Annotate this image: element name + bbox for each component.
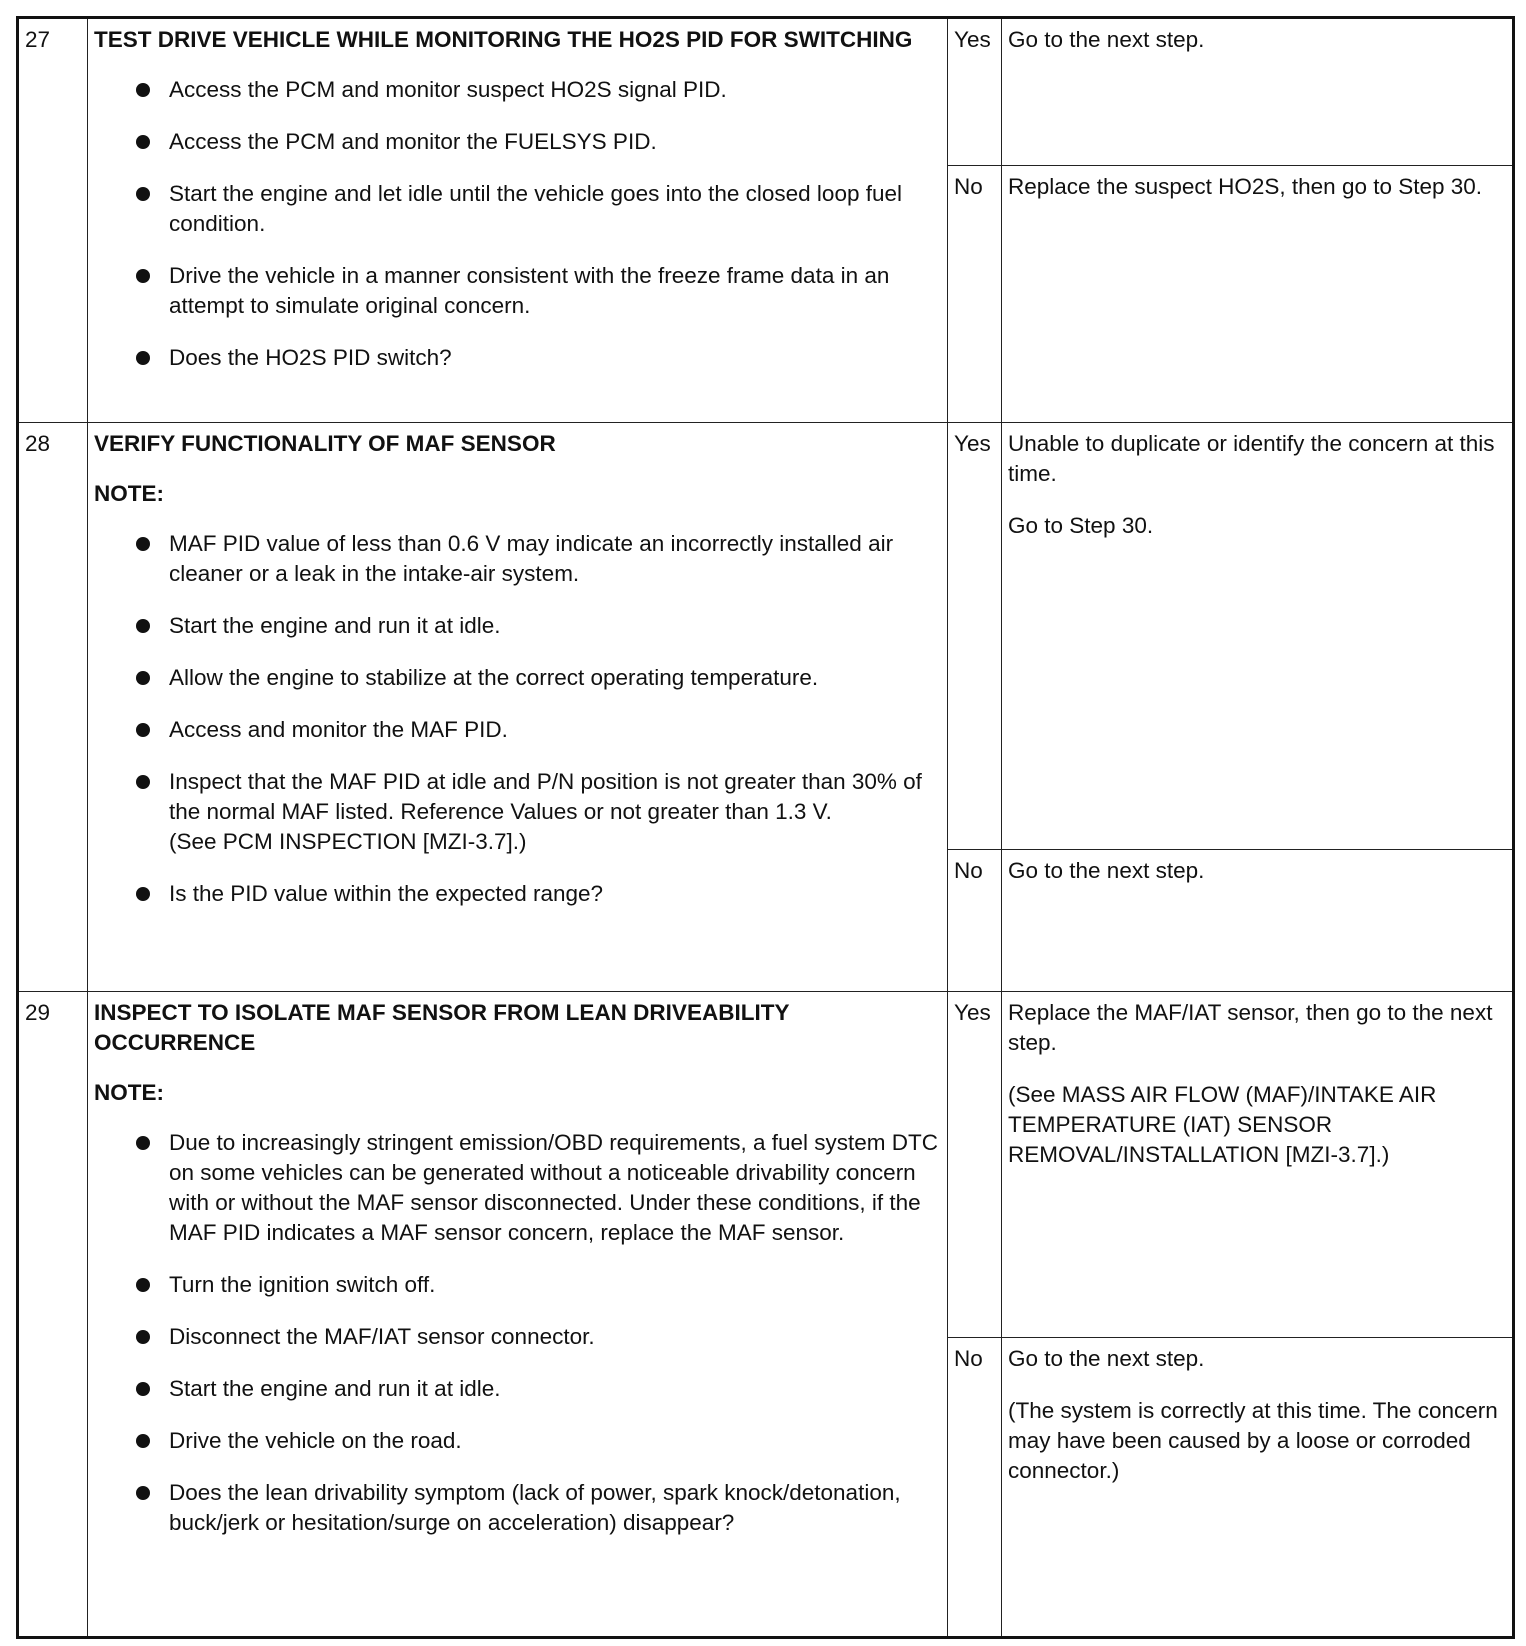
bullet-text: Allow the engine to stabilize at the correct operating temperature.: [169, 665, 819, 690]
list-item: [94, 1270, 941, 1300]
no-action-text-2: (The system is correctly at this time. The concern may have been caused by a loose or corroded connector.): [1008, 1398, 1498, 1483]
bullet-text: Due to increasingly stringent emission/OBD requirements, a fuel system DTC on some vehicles can be generated without a noticeable drivability concern with or without the MAF sensor disconnected. Under these conditions, if the MAF PID indicates a MAF sensor concern, replace the MAF sensor.: [169, 1130, 939, 1245]
yes-action: [1002, 992, 1514, 1338]
bullet-text: Does the lean drivability symptom (lack of power, spark knock/detonation, buck/jerk or hesitation/surge on acceleration) disappear?: [169, 1480, 901, 1535]
list-item: [94, 767, 941, 827]
bullet-text: MAF PID value of less than 0.6 V may indicate an incorrectly installed air cleaner or a leak in the intake-air system.: [169, 531, 894, 586]
bullet-icon: [136, 269, 150, 283]
list-item: [94, 343, 941, 373]
step-27-yes-row: [18, 18, 1514, 166]
note-label: NOTE:: [94, 1080, 164, 1105]
bullet-text: Start the engine and let idle until the vehicle goes into the closed loop fuel condition.: [169, 181, 902, 236]
bullet-text: Drive the vehicle on the road.: [169, 1428, 462, 1453]
bullet-text: Drive the vehicle in a manner consistent with the freeze frame data in an attempt to simulate original concern.: [169, 263, 890, 318]
step-title: TEST DRIVE VEHICLE WHILE MONITORING THE HO2S PID FOR SWITCHING: [94, 27, 913, 52]
bullet-text: Start the engine and run it at idle.: [169, 613, 501, 638]
list-item: [94, 1374, 941, 1404]
list-item: [94, 1478, 941, 1538]
no-action: [1002, 1338, 1514, 1638]
step-27-bullet-list: [94, 75, 941, 373]
list-item: [94, 127, 941, 157]
yes-action-text-2: (See MASS AIR FLOW (MAF)/INTAKE AIR TEMPERATURE (IAT) SENSOR REMOVAL/INSTALLATION [MZI-3.7].): [1008, 1082, 1437, 1167]
bullet-icon: [136, 1486, 150, 1500]
reference-link-text: (See PCM INSPECTION [MZI-3.7].): [169, 829, 527, 854]
step-28-bullet-list-2: [94, 879, 941, 909]
bullet-icon: [136, 1136, 150, 1150]
no-action: [1002, 850, 1514, 992]
bullet-text: Access the PCM and monitor suspect HO2S signal PID.: [169, 77, 727, 102]
bullet-text: Inspect that the MAF PID at idle and P/N position is not greater than 30% of the normal MAF listed. Reference Values or not greater than 1.3 V.: [169, 769, 922, 824]
list-item: [94, 1426, 941, 1456]
no-label: No: [948, 166, 1002, 423]
step-title: VERIFY FUNCTIONALITY OF MAF SENSOR: [94, 431, 556, 456]
list-item: [94, 261, 941, 321]
step-number: 28: [18, 423, 88, 992]
bullet-icon: [136, 1434, 150, 1448]
bullet-icon: [136, 887, 150, 901]
step-28-yes-row: [18, 423, 1514, 850]
list-item: [94, 1128, 941, 1248]
bullet-icon: [136, 187, 150, 201]
bullet-text: Start the engine and run it at idle.: [169, 1376, 501, 1401]
bullet-icon: [136, 723, 150, 737]
yes-action-text: Go to the next step.: [1008, 27, 1205, 52]
list-item: [94, 529, 941, 589]
step-number: 27: [18, 18, 88, 423]
yes-label: Yes: [948, 992, 1002, 1338]
yes-action-text-2: Go to Step 30.: [1008, 513, 1154, 538]
yes-action-text: Unable to duplicate or identify the concern at this time.: [1008, 431, 1495, 486]
list-item: [94, 1322, 941, 1352]
step-27-action: [88, 18, 948, 423]
no-action-text: Replace the suspect HO2S, then go to Step 30.: [1008, 174, 1483, 199]
bullet-icon: [136, 83, 150, 97]
yes-label: Yes: [948, 423, 1002, 850]
step-28-bullet-list: [94, 529, 941, 827]
bullet-icon: [136, 619, 150, 633]
list-item: [94, 879, 941, 909]
bullet-icon: [136, 1278, 150, 1292]
diagnostic-procedure-table: [16, 16, 1515, 1639]
no-label: No: [948, 1338, 1002, 1638]
list-item: [94, 715, 941, 745]
step-number: 29: [18, 992, 88, 1638]
list-item: [94, 75, 941, 105]
bullet-icon: [136, 351, 150, 365]
no-action: [1002, 166, 1514, 423]
no-action-text: Go to the next step.: [1008, 858, 1205, 883]
step-29-bullet-list: [94, 1128, 941, 1538]
bullet-icon: [136, 671, 150, 685]
bullet-text: Turn the ignition switch off.: [169, 1272, 436, 1297]
no-label: No: [948, 850, 1002, 992]
bullet-text: Is the PID value within the expected range?: [169, 881, 604, 906]
bullet-text: Disconnect the MAF/IAT sensor connector.: [169, 1324, 595, 1349]
bullet-text: Access the PCM and monitor the FUELSYS PID.: [169, 129, 657, 154]
no-action-text: Go to the next step.: [1008, 1346, 1205, 1371]
bullet-text: Does the HO2S PID switch?: [169, 345, 452, 370]
step-28-action: [88, 423, 948, 992]
yes-action: [1002, 18, 1514, 166]
bullet-icon: [136, 1330, 150, 1344]
yes-label: Yes: [948, 18, 1002, 166]
yes-action: [1002, 423, 1514, 850]
step-title: INSPECT TO ISOLATE MAF SENSOR FROM LEAN DRIVEABILITY OCCURRENCE: [94, 1000, 790, 1055]
bullet-icon: [136, 775, 150, 789]
bullet-icon: [136, 135, 150, 149]
list-item: [94, 179, 941, 239]
diagnostic-page: [16, 16, 1512, 1636]
list-item: [94, 663, 941, 693]
bullet-text: Access and monitor the MAF PID.: [169, 717, 508, 742]
yes-action-text: Replace the MAF/IAT sensor, then go to the next step.: [1008, 1000, 1493, 1055]
list-item: [94, 611, 941, 641]
bullet-icon: [136, 1382, 150, 1396]
note-label: NOTE:: [94, 481, 164, 506]
bullet-icon: [136, 537, 150, 551]
step-29-action: [88, 992, 948, 1638]
step-29-yes-row: [18, 992, 1514, 1338]
